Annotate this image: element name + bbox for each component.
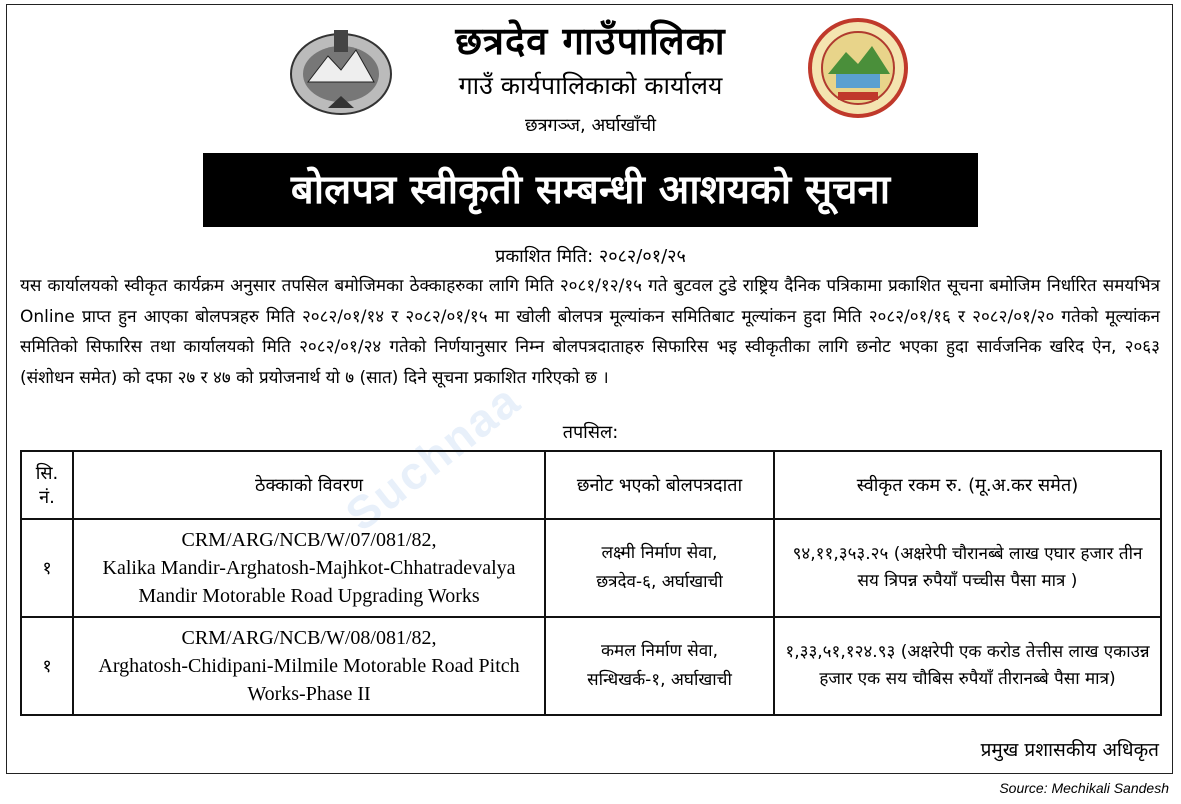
bidder-name: कमल निर्माण सेवा, [600,641,718,661]
table-row [21,519,1161,617]
watermark: Suchnaa [335,373,530,541]
selected-bidder [545,617,774,715]
notice-body: यस कार्यालयको स्वीकृत कार्यक्रम अनुसार तपसिल बमोजिमका ठेक्काहरुका लागि मिति २०८१/१२/१५ गते बुटवल टुडे राष्ट्रिय दैनिक पत्रिकामा प्रकाशित सूचना बमोजिम निर्धारित समयभित्र Online प्राप्त हुन आएका बोलपत्रहरु मिति २०८२/०१/१४ र २०८२/०१/१५ मा खोली बोलपत्र मूल्यांकन समितिबाट मूल्यांकन हुदा मिति २०८२/०१/१६ र २०८२/०१/२० गतेको मूल्यांकन समितिको सिफारिस तथा कार्यालयको मिति २०८२/०१/२४ गतेको निर्णयानुसार निम्न बोलपत्रदाताहरु सिफारिस भइ स्वीकृतीका लागि छनोट भएका हुदा सार्वजनिक खरिद ऐन, २०६३ (संशोधन समेत) को दफा २७ र ४७ को प्रयोजनार्थ यो ७ (सात) दिने सूचना प्रकाशित गरिएको छ । [20,276,1160,388]
org-name: छत्रदेव गाउँपालिका [455,19,726,63]
awards-table [20,450,1162,716]
serial-number: १ [21,519,73,617]
header-selected-bidder: छनोट भएको बोलपत्रदाता [545,451,774,519]
details-label: तपसिल: [562,422,619,443]
notice-title: बोलपत्र स्वीकृती सम्बन्धी आशयको सूचना [203,153,978,227]
published-date: प्रकाशित मिति: २०८२/०१/२५ [495,246,686,267]
contract-id: CRM/ARG/NCB/W/08/081/82, [181,627,437,649]
office-address: छत्रगञ्ज, अर्घाखाँची [524,115,657,136]
serial-number: १ [21,617,73,715]
source-credit: Source: Mechikali Sandesh [999,780,1169,796]
bidder-name: लक्ष्मी निर्माण सेवा, [601,543,718,563]
notice-header [0,0,1181,150]
header-approved-amount: स्वीकृत रकम रु. (मू.अ.कर समेत) [774,451,1161,519]
bidder-address: सन्धिखर्क-१, अर्घाखाची [587,670,732,690]
contract-description [73,519,545,617]
contract-title: Kalika Mandir-Arghatosh-Majhkot-Chhatradevalya Mandir Motorable Road Upgrading Works [102,557,516,607]
approved-amount: १,३३,५१,१२४.९३ (अक्षरेपी एक करोड तेत्तीस लाख एकाउन्न हजार एक सय चौबिस रुपैयाँ तीरानब्बे पैसा मात्र) [774,617,1161,715]
signatory: प्रमुख प्रशासकीय अधिकृत [980,739,1159,761]
header-contract-description: ठेक्काको विवरण [73,451,545,519]
table-header-row [21,451,1161,519]
office-name: गाउँ कार्यपालिकाको कार्यालय [458,71,723,100]
header-serial: सि. नं. [21,451,73,519]
contract-title: Arghatosh-Chidipani-Milmile Motorable Road Pitch Works-Phase II [98,655,520,705]
approved-amount: ९४,११,३५३.२५ (अक्षरेपी चौरानब्बे लाख एघार हजार तीन सय त्रिपन्न रुपैयाँ पच्चीस पैसा मात्र ) [774,519,1161,617]
municipality-logo-icon [808,16,908,120]
selected-bidder [545,519,774,617]
table-row [21,617,1161,715]
contract-description [73,617,545,715]
bidder-address: छत्रदेव-६, अर्घाखाची [596,572,723,592]
contract-id: CRM/ARG/NCB/W/07/081/82, [181,529,437,551]
